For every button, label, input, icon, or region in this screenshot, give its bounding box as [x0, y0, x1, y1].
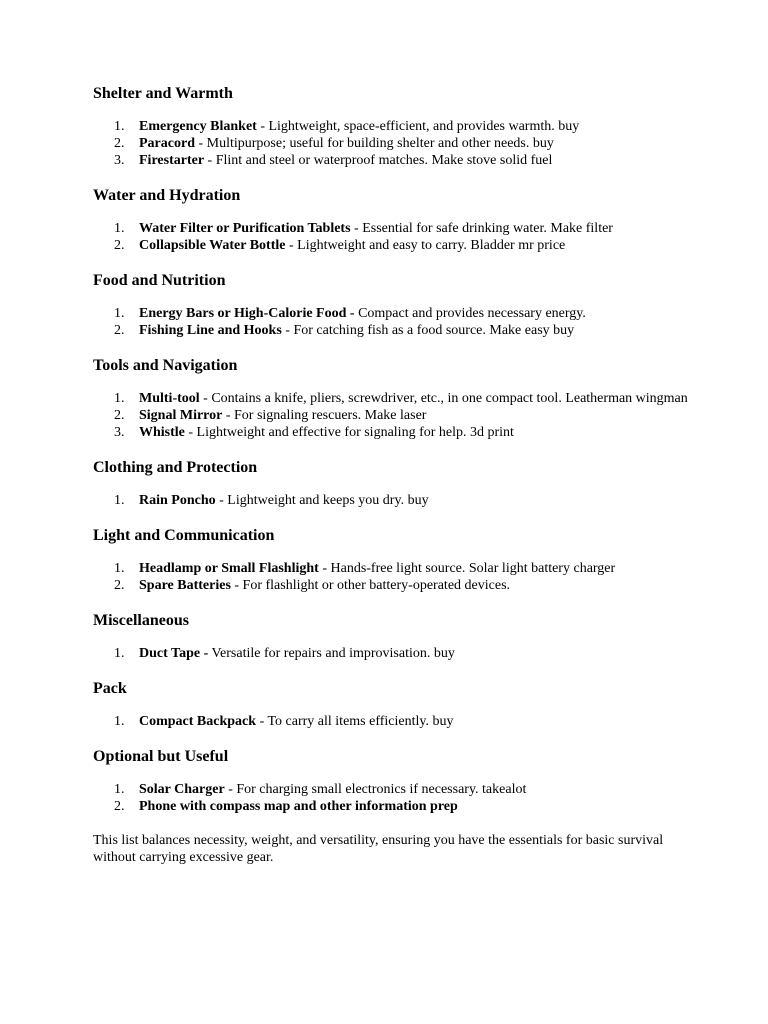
list-item	[93, 577, 708, 594]
item-number: 1.	[114, 646, 125, 661]
list-item	[93, 560, 708, 577]
list-item	[93, 424, 708, 441]
item-name: Fishing Line and Hooks	[139, 323, 282, 338]
list-item	[93, 781, 708, 798]
list-item	[93, 390, 708, 407]
item-name: Phone with compass map and other information prep	[139, 799, 458, 814]
list-item	[93, 305, 708, 322]
item-description: Versatile for repairs and improvisation. buy	[208, 646, 455, 661]
item-list	[93, 118, 708, 169]
item-number: 1.	[114, 782, 125, 797]
item-number: 2.	[114, 408, 125, 423]
item-number: 1.	[114, 221, 125, 236]
section	[93, 611, 708, 662]
item-name: Energy Bars or High-Calorie Food -	[139, 306, 355, 321]
section-heading: Optional but Useful	[93, 748, 229, 765]
item-name: Water Filter or Purification Tablets	[139, 221, 351, 236]
item-list	[93, 645, 708, 662]
item-number: 2.	[114, 136, 125, 151]
item-description: - For signaling rescuers. Make laser	[222, 408, 427, 423]
section-heading: Clothing and Protection	[93, 459, 258, 476]
list-item	[93, 713, 708, 730]
item-description: - Lightweight and easy to carry. Bladder mr price	[285, 238, 566, 253]
section	[93, 186, 708, 254]
item-list	[93, 305, 708, 339]
list-item	[93, 135, 708, 152]
item-description: - Lightweight and keeps you dry. buy	[215, 493, 429, 508]
item-description: - To carry all items efficiently. buy	[256, 714, 454, 729]
item-list	[93, 713, 708, 730]
section-heading: Tools and Navigation	[93, 357, 238, 374]
section	[93, 356, 708, 441]
item-name: Solar Charger	[139, 782, 225, 797]
item-description: - Contains a knife, pliers, screwdriver, etc., in one compact tool. Leatherman wingman	[199, 391, 688, 406]
section	[93, 526, 708, 594]
item-description: - For catching fish as a food source. Make easy buy	[281, 323, 575, 338]
item-number: 2.	[114, 323, 125, 338]
list-item	[93, 407, 708, 424]
item-name: Compact Backpack	[139, 714, 257, 729]
list-item	[93, 152, 708, 169]
section-heading: Shelter and Warmth	[93, 85, 233, 102]
section-heading: Food and Nutrition	[93, 272, 226, 289]
item-list	[93, 560, 708, 594]
list-item	[93, 322, 708, 339]
section-heading: Light and Communication	[93, 527, 275, 544]
item-description: - For charging small electronics if necessary. takealot	[224, 782, 527, 797]
section	[93, 747, 708, 815]
item-name: Multi-tool	[139, 391, 200, 406]
section-heading: Water and Hydration	[93, 187, 241, 204]
item-name: Collapsible Water Bottle	[139, 238, 286, 253]
item-number: 1.	[114, 391, 125, 406]
item-description: - Lightweight and effective for signaling for help. 3d print	[184, 425, 514, 440]
section-heading: Pack	[93, 680, 127, 697]
item-description: - For flashlight or other battery-operated devices.	[230, 578, 511, 593]
item-number: 1.	[114, 714, 125, 729]
list-item	[93, 220, 708, 237]
section-heading: Miscellaneous	[93, 612, 189, 629]
item-description: - Multipurpose; useful for building shelter and other needs. buy	[194, 136, 554, 151]
item-name: Firestarter	[139, 153, 205, 168]
section	[93, 271, 708, 339]
item-description: - Hands-free light source. Solar light battery charger	[318, 561, 616, 576]
section	[93, 679, 708, 730]
item-list	[93, 220, 708, 254]
item-number: 1.	[114, 493, 125, 508]
list-item	[93, 492, 708, 509]
item-list	[93, 390, 708, 441]
item-name: Spare Batteries	[139, 578, 231, 593]
section	[93, 458, 708, 509]
item-list	[93, 492, 708, 509]
item-name: Emergency Blanket	[139, 119, 257, 134]
list-item	[93, 645, 708, 662]
list-item	[93, 237, 708, 254]
list-item	[93, 118, 708, 135]
item-description: Compact and provides necessary energy.	[354, 306, 586, 321]
item-number: 2.	[114, 238, 125, 253]
item-name: Signal Mirror	[139, 408, 223, 423]
item-number: 3.	[114, 425, 125, 440]
item-number: 1.	[114, 561, 125, 576]
item-description: - Lightweight, space-efficient, and provides warmth. buy	[256, 119, 580, 134]
item-name: Paracord	[139, 136, 195, 151]
item-description: - Flint and steel or waterproof matches. Make stove solid fuel	[204, 153, 553, 168]
list-item	[93, 798, 708, 815]
sections-container	[93, 84, 708, 815]
item-name: Duct Tape -	[139, 646, 209, 661]
closing-paragraph: This list balances necessity, weight, and versatility, ensuring you have the essentials for basic survival without carrying excessive gear.	[93, 833, 664, 865]
item-name: Headlamp or Small Flashlight	[139, 561, 319, 576]
item-description: - Essential for safe drinking water. Make filter	[350, 221, 613, 236]
item-number: 1.	[114, 306, 125, 321]
item-name: Whistle	[139, 425, 185, 440]
item-list	[93, 781, 708, 815]
item-number: 2.	[114, 799, 125, 814]
item-number: 2.	[114, 578, 125, 593]
item-name: Rain Poncho	[139, 493, 216, 508]
item-number: 3.	[114, 153, 125, 168]
item-number: 1.	[114, 119, 125, 134]
section	[93, 84, 708, 169]
